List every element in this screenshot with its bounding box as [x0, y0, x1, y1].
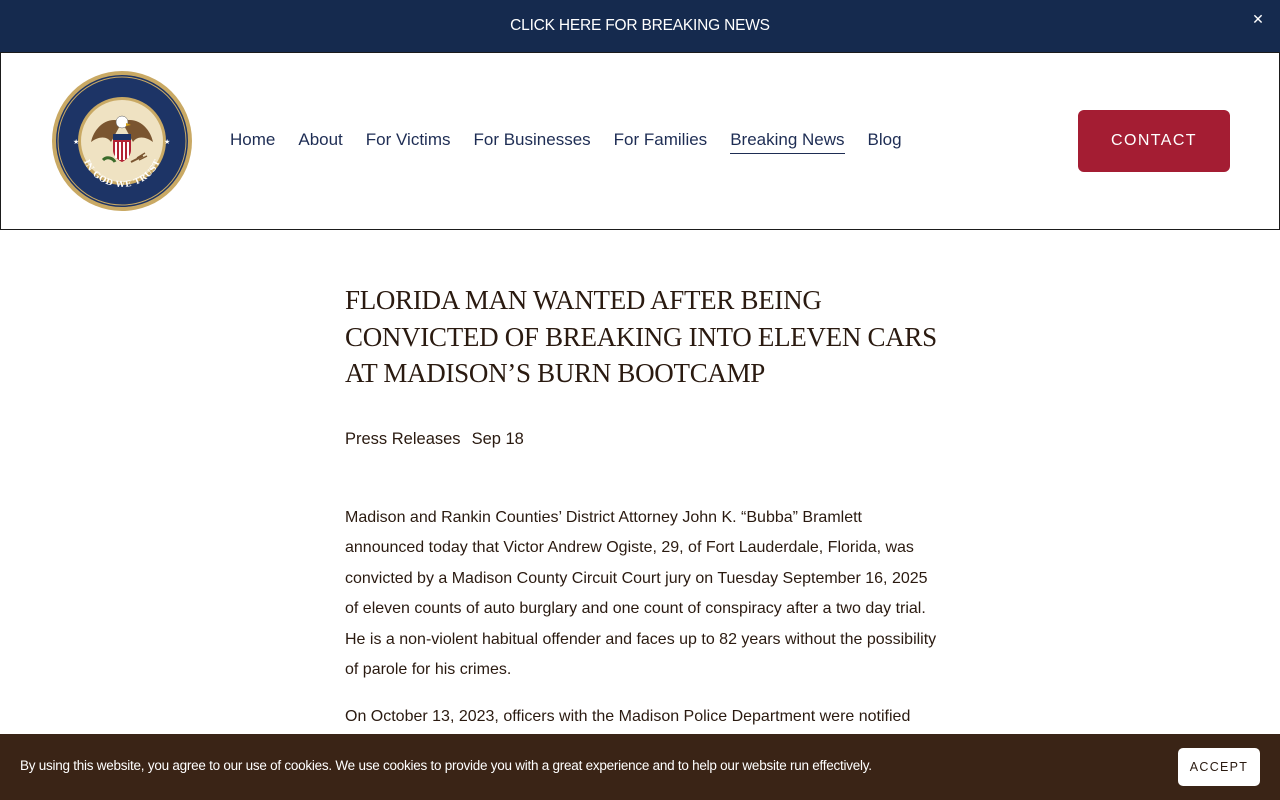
article-date: Sep 18	[471, 429, 524, 448]
contact-button[interactable]: CONTACT	[1078, 110, 1230, 172]
site-header	[0, 52, 1280, 230]
nav-about[interactable]: About	[298, 130, 343, 149]
cookie-message: By using this website, you agree to our use of cookies. We use cookies to provide you with a great experience and to help our website run effectively.	[20, 758, 872, 773]
nav-for-families[interactable]: For Families	[613, 130, 708, 149]
article-body	[345, 503, 937, 733]
svg-text:★: ★	[73, 139, 80, 146]
nav-blog[interactable]: Blog	[867, 130, 902, 149]
accept-cookies-button[interactable]: ACCEPT	[1178, 748, 1260, 786]
category-link[interactable]: Press Releases	[345, 429, 461, 448]
state-seal-logo[interactable]	[51, 70, 193, 212]
svg-text:★: ★	[164, 139, 171, 146]
seal-bottom-text: IN GOD WE TRUST	[82, 157, 163, 190]
article-meta	[345, 430, 937, 449]
seal-top-text	[51, 70, 193, 73]
nav-breaking-news[interactable]: Breaking News	[730, 130, 844, 154]
article	[345, 282, 937, 749]
cookie-banner	[0, 734, 1280, 800]
close-icon[interactable]: ✕	[1252, 12, 1264, 28]
article-title: FLORIDA MAN WANTED AFTER BEING CONVICTED OF BREAKING INTO ELEVEN CARS AT MADISON’S BURN BOOTCAMP	[345, 285, 937, 388]
breaking-news-link[interactable]: CLICK HERE FOR BREAKING NEWS	[510, 17, 770, 34]
article-paragraph: Madison and Rankin Counties’ District Attorney John K. “Bubba” Bramlett announced today that Victor Andrew Ogiste, 29, of Fort Lauderdale, Florida, was convicted by a Madison County Circuit Court jury on Tuesday September 16, 2025 of eleven counts of auto burglary and one count of conspiracy after a two day trial. He is a non-violent habitual offender and faces up to 82 years without the possibility of parole for his crimes.	[345, 508, 937, 679]
nav-for-businesses[interactable]: For Businesses	[473, 130, 591, 149]
article-paragraph: On October 13, 2023, officers with the Madison Police Department were notified	[345, 708, 911, 726]
nav-home[interactable]: Home	[230, 130, 276, 149]
announcement-bar	[0, 0, 1280, 52]
main-nav	[230, 130, 925, 154]
nav-for-victims[interactable]: For Victims	[365, 130, 451, 149]
